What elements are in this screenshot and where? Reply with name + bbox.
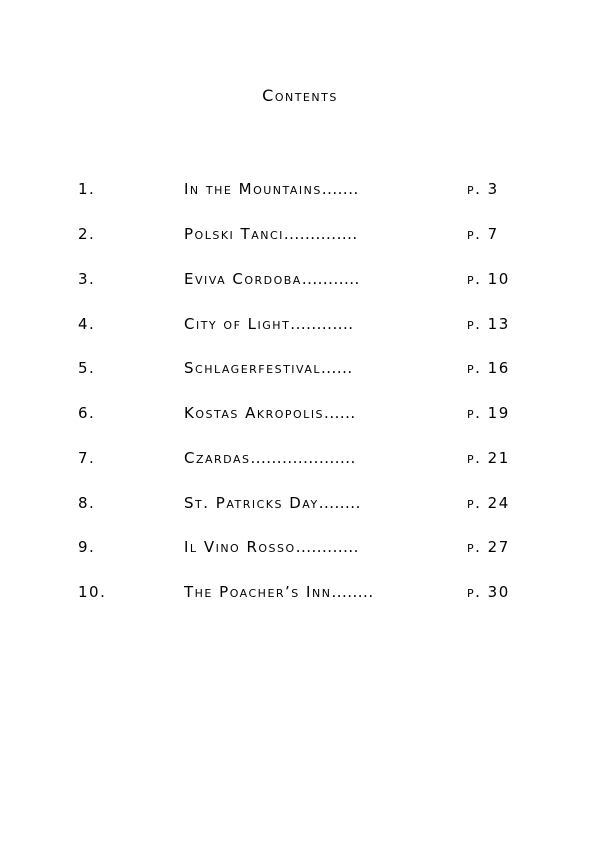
entry-title-wrap xyxy=(184,359,426,377)
dot-leader: ........ xyxy=(318,494,361,512)
dot-leader: ...... xyxy=(324,404,356,422)
entry-page: p. 10 xyxy=(467,270,510,288)
entry-page: p. 24 xyxy=(467,494,510,512)
entry-number: 10. xyxy=(78,583,107,601)
dot-leader: ...... xyxy=(321,359,353,377)
entry-page: p. 30 xyxy=(467,583,510,601)
entry-number: 7. xyxy=(78,449,96,467)
entry-title-wrap xyxy=(184,449,426,467)
toc-entry xyxy=(0,180,600,204)
entry-title-wrap xyxy=(184,494,426,512)
entry-title-wrap xyxy=(184,180,426,198)
toc-entry xyxy=(0,225,600,249)
entry-number: 5. xyxy=(78,359,96,377)
entry-page: p. 19 xyxy=(467,404,510,422)
toc-entry xyxy=(0,449,600,473)
entry-title: Eviva Cordoba xyxy=(184,270,302,288)
entry-page: p. 13 xyxy=(467,315,510,333)
entry-title: In the Mountains xyxy=(184,180,322,198)
entry-title: St. Patricks Day xyxy=(184,494,319,512)
entry-number: 2. xyxy=(78,225,96,243)
dot-leader: ............ xyxy=(290,315,354,333)
toc-entry xyxy=(0,315,600,339)
toc-entry xyxy=(0,404,600,428)
entry-title: Il Vino Rosso xyxy=(184,538,296,556)
entry-page: p. 27 xyxy=(467,538,510,556)
entry-title: City of Light xyxy=(184,315,291,333)
entry-title: Polski Tanci xyxy=(184,225,284,243)
entry-number: 8. xyxy=(78,494,96,512)
dot-leader: ............ xyxy=(295,538,359,556)
toc-entry xyxy=(0,359,600,383)
entry-title-wrap xyxy=(184,538,426,556)
entry-page: p. 7 xyxy=(467,225,499,243)
entry-title: Kostas Akropolis xyxy=(184,404,325,422)
entry-title: Schlagerfestival xyxy=(184,359,322,377)
toc-entry xyxy=(0,270,600,294)
entry-number: 4. xyxy=(78,315,96,333)
dot-leader: .................... xyxy=(250,449,356,467)
entry-title-wrap xyxy=(184,583,426,601)
entry-page: p. 16 xyxy=(467,359,510,377)
toc-entry xyxy=(0,538,600,562)
entry-number: 3. xyxy=(78,270,96,288)
entry-title: Czardas xyxy=(184,449,251,467)
entry-page: p. 3 xyxy=(467,180,499,198)
dot-leader: ....... xyxy=(321,180,359,198)
entry-number: 6. xyxy=(78,404,96,422)
entry-title-wrap xyxy=(184,404,426,422)
dot-leader: ........... xyxy=(301,270,360,288)
dot-leader: .............. xyxy=(283,225,358,243)
entry-title-wrap xyxy=(184,315,426,333)
entry-number: 9. xyxy=(78,538,96,556)
entry-number: 1. xyxy=(78,180,96,198)
entry-title-wrap xyxy=(184,270,426,288)
dot-leader: ........ xyxy=(331,583,374,601)
entry-page: p. 21 xyxy=(467,449,510,467)
toc-entry xyxy=(0,583,600,607)
page-title: Contents xyxy=(262,86,338,105)
entry-title-wrap xyxy=(184,225,426,243)
entry-title: The Poacher’s Inn xyxy=(184,583,332,601)
toc-entry xyxy=(0,494,600,518)
